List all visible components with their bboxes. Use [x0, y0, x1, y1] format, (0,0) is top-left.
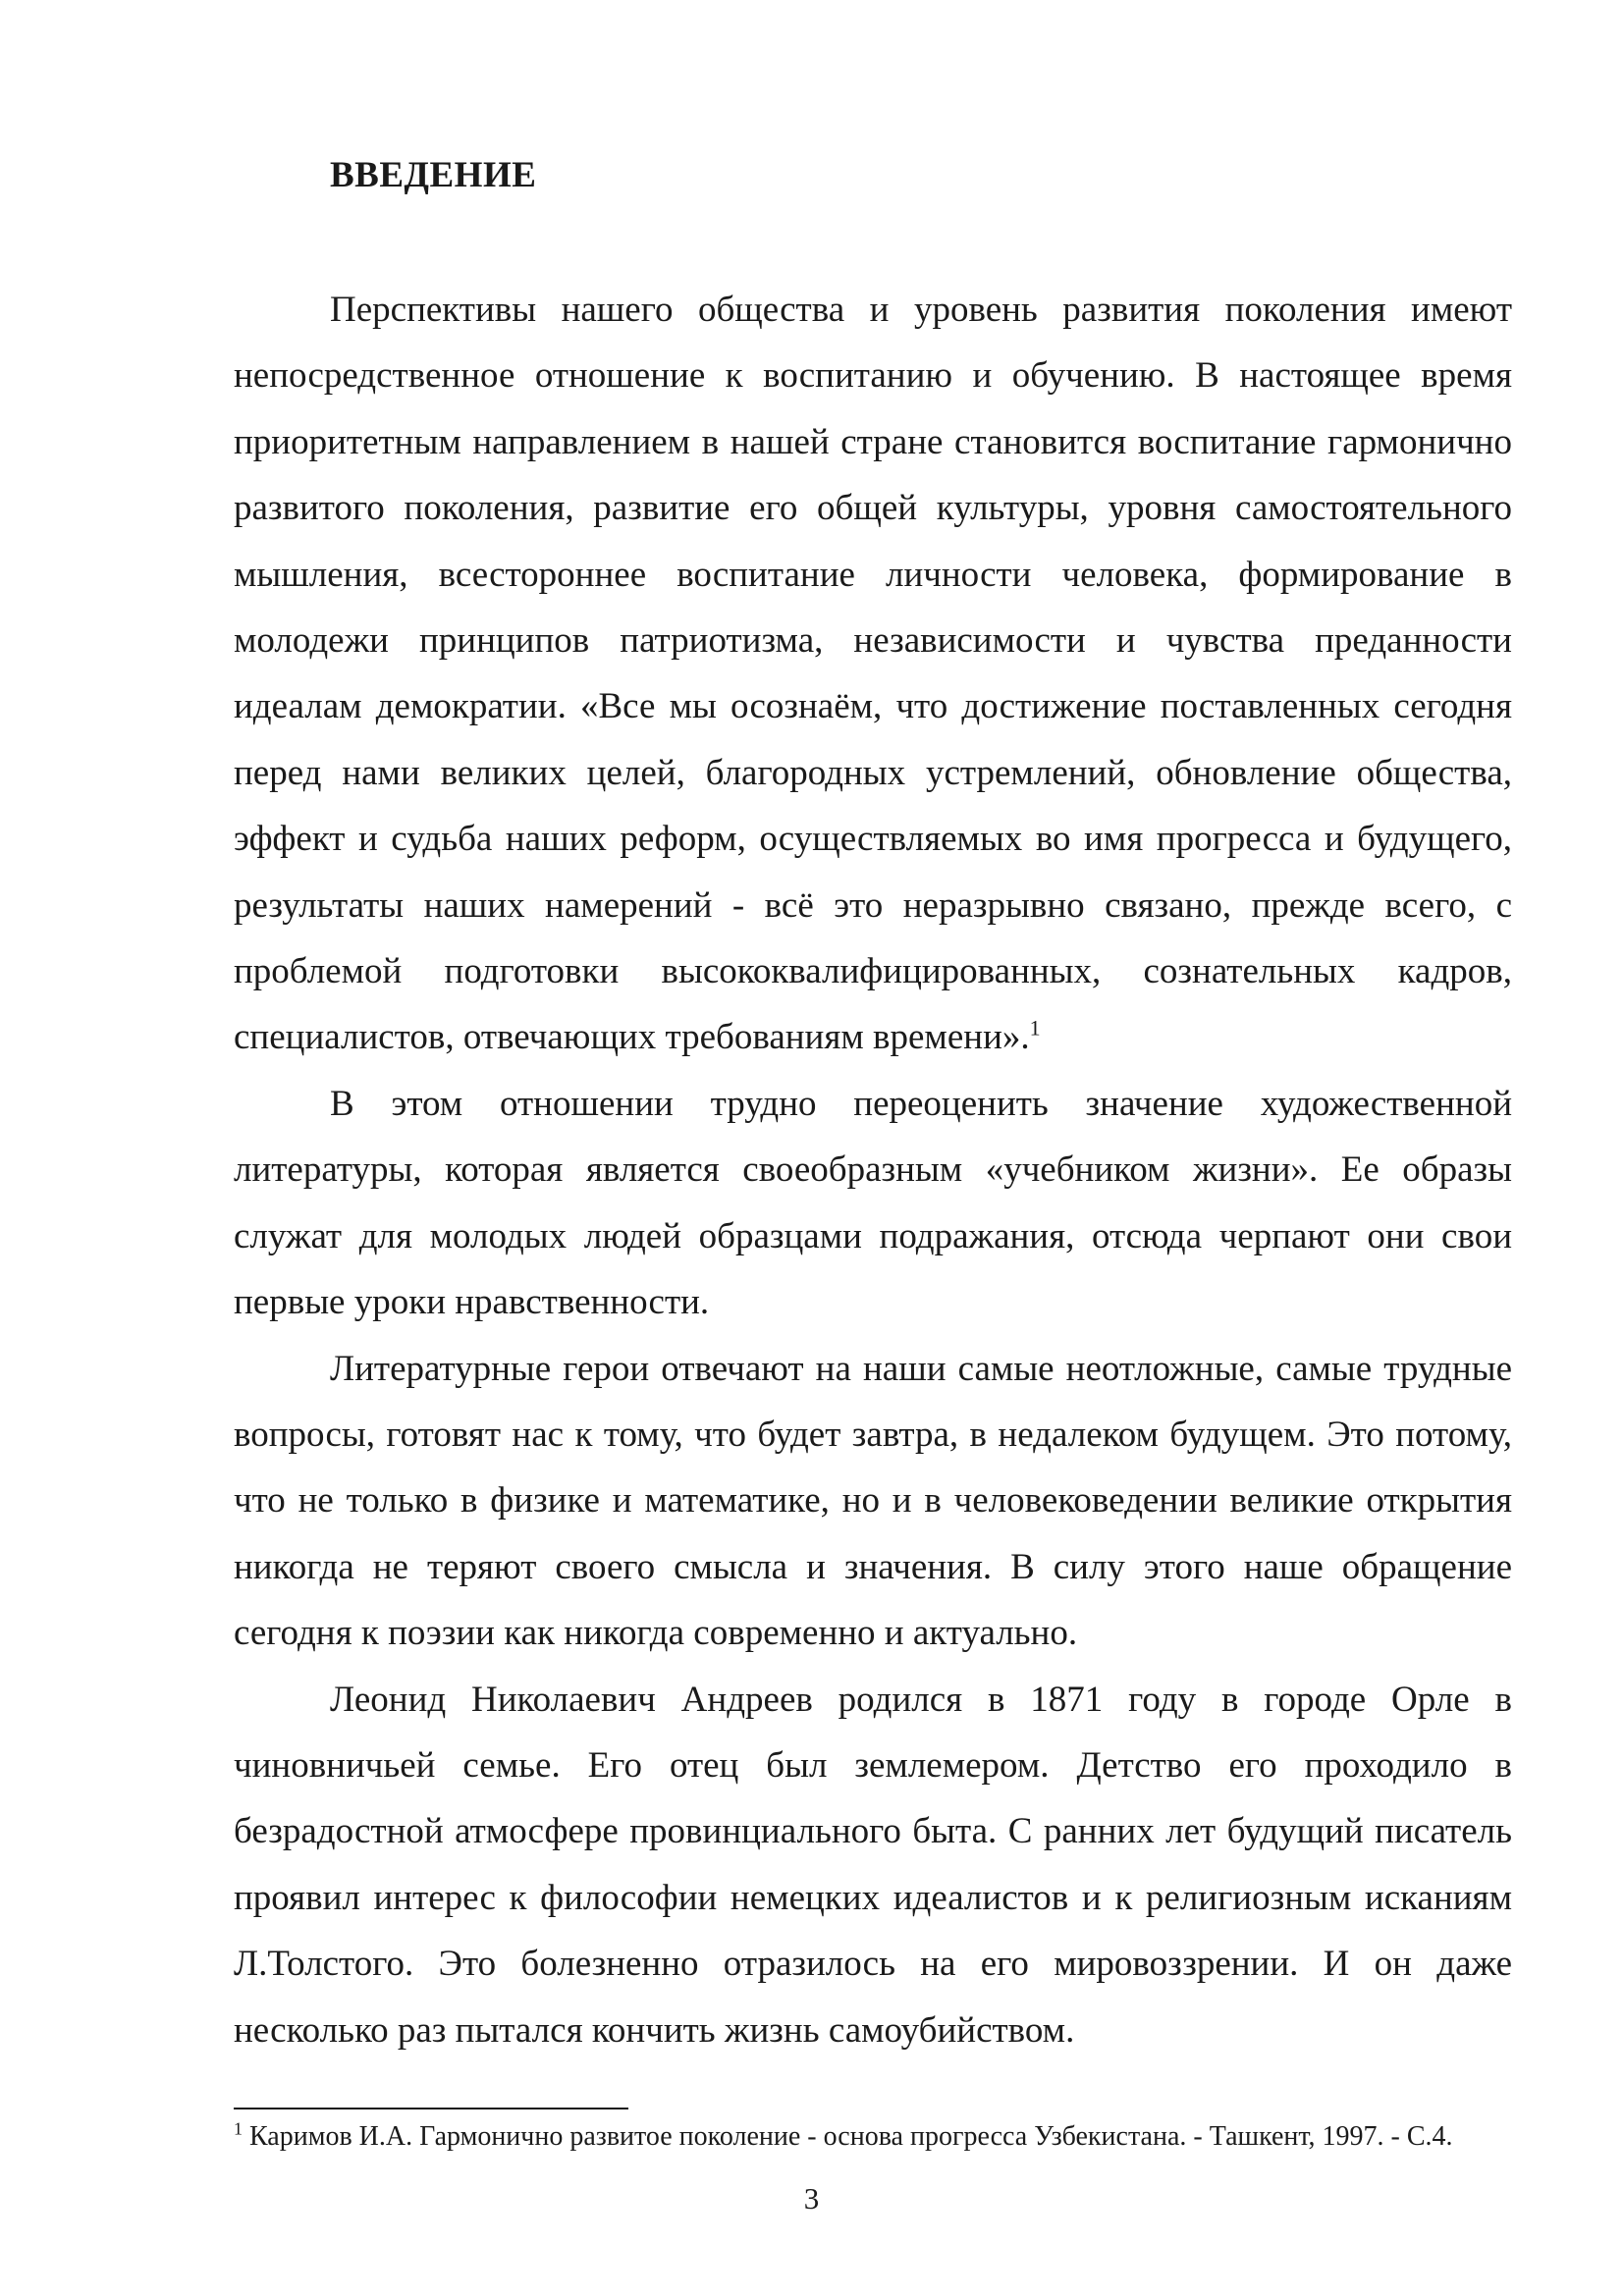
footnote-reference[interactable]: 1 [1029, 1016, 1041, 1041]
paragraph-4: Леонид Николаевич Андреев родился в 1871 году в городе Орле в чиновничьей семье. Его отец был землемером. Детство его проходило в безрадостной атмосфере провинциального быта. С ранних лет будущий писатель проявил интерес к философии немецких идеалистов и к религиозным исканиям Л.Толстого. Это болезненно отразилось на его мировоззрении. И он даже несколько раз пытался кончить жизнь самоубийством. [234, 1679, 1512, 2051]
body-text [234, 277, 1512, 2063]
footnote [234, 2118, 1512, 2156]
paragraph-1 [234, 277, 1512, 1071]
paragraph-3: Литературные герои отвечают на наши самые неотложные, самые трудные вопросы, готовят нас к тому, что будет завтра, в недалеком будущем. Это потому, что не только в физике и математике, но и в человековедении великие открытия никогда не теряют своего смысла и значения. В силу этого наше обращение сегодня к поэзии как никогда современно и актуально. [234, 1348, 1512, 1654]
footnote-separator [234, 2108, 628, 2109]
footnote-text: Каримов И.А. Гармонично развитое поколение - основа прогресса Узбекистана. - Ташкент, 1997. - С.4. [249, 2121, 1453, 2152]
paragraph-1-text: Перспективы нашего общества и уровень развития поколения имеют непосредственное отношение к воспитанию и обучению. В настоящее время приоритетным направлением в нашей стране становится воспитание гармонично развитого поколения, развитие его общей культуры, уровня самостоятельного мышления, всестороннее воспитание личности человека, формирование в молодежи принципов патриотизма, независимости и чувства преданности идеалам демократии. «Все мы осознаём, что достижение поставленных сегодня перед нами великих целей, благородных устремлений, обновление общества, эффект и судьба наших реформ, осуществляемых во имя прогресса и будущего, результаты наших намерений - всё это неразрывно связано, прежде всего, с проблемой подготовки высококвалифицированных, сознательных кадров, специалистов, отвечающих требованиям времени». [234, 290, 1512, 1058]
footnote-mark: 1 [234, 2118, 243, 2139]
paragraph-2: В этом отношении трудно переоценить значение художественной литературы, которая является своеобразным «учебником жизни». Ее образы служат для молодых людей образцами подражания, отсюда черпают они свои первые уроки нравственности. [234, 1083, 1512, 1323]
page-number: 3 [803, 2181, 820, 2216]
section-heading: ВВЕДЕНИЕ [330, 155, 537, 195]
